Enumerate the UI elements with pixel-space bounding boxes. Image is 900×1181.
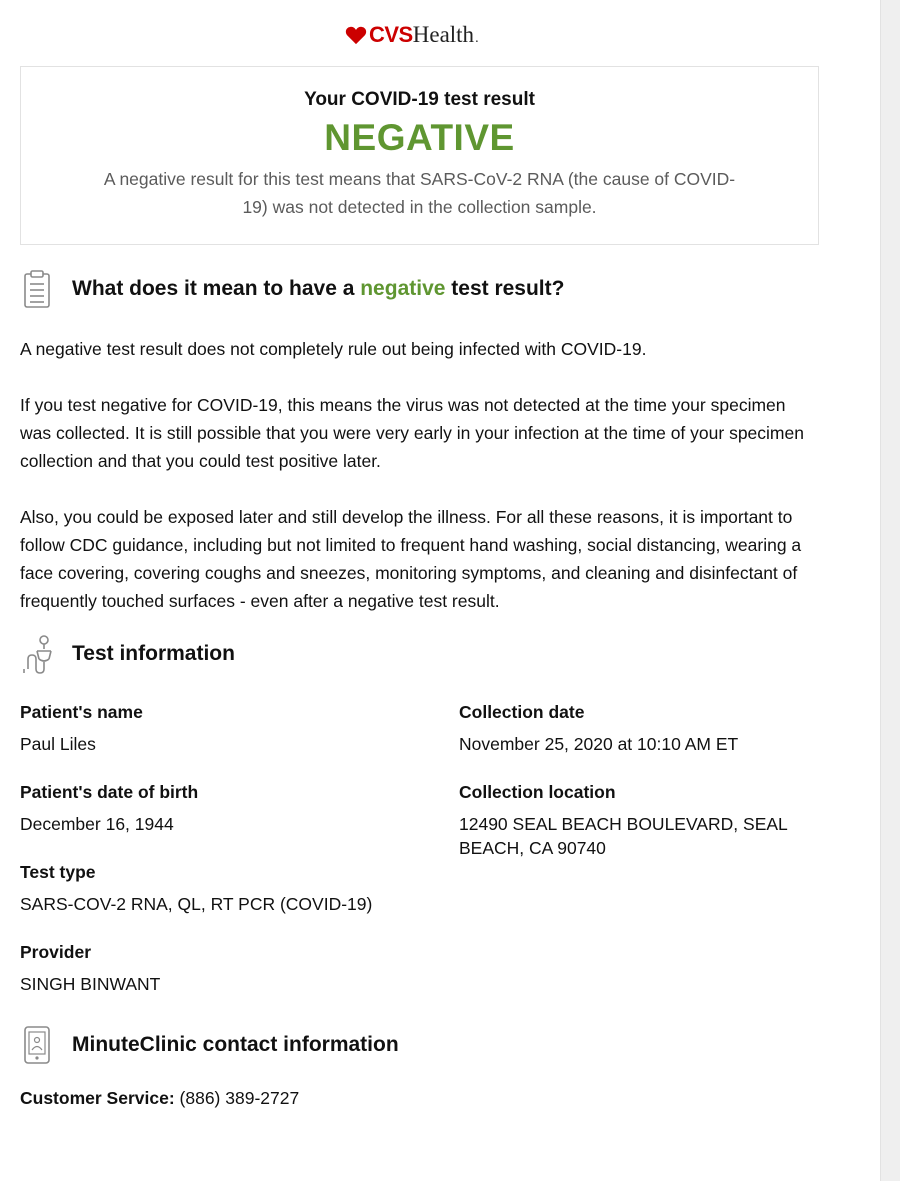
- meaning-title-after: test result?: [445, 277, 565, 300]
- cvs-health-logo: [345, 20, 505, 50]
- collection-location-label: Collection location: [459, 782, 616, 802]
- collection-date-field: [459, 701, 839, 756]
- customer-service-line: [20, 1088, 299, 1109]
- contact-section-header: [20, 1024, 399, 1066]
- clipboard-icon: [20, 268, 54, 310]
- stethoscope-icon: [20, 633, 54, 675]
- result-card: [20, 66, 819, 245]
- heart-icon: [345, 25, 367, 45]
- test-info-section-header: [20, 633, 235, 675]
- customer-service-phone[interactable]: (886) 389-2727: [179, 1088, 300, 1108]
- logo-cvs-text: CVS: [369, 22, 413, 47]
- patient-name-label: Patient's name: [20, 702, 143, 722]
- scrollbar[interactable]: [880, 0, 900, 1181]
- provider-label: Provider: [20, 942, 91, 962]
- meaning-paragraph-1: A negative test result does not completely rule out being infected with COVID-19.: [20, 339, 647, 359]
- meaning-paragraph-2: If you test negative for COVID-19, this means the virus was not detected at the time your specimen was collected. It is still possible that you were very early in your infection at the time of your specimen collection and that you could test positive later.: [20, 395, 804, 471]
- customer-service-label: Customer Service:: [20, 1088, 175, 1108]
- provider-value: SINGH BINWANT: [20, 974, 161, 994]
- patient-name-value: Paul Liles: [20, 734, 96, 754]
- logo-health-text: Health: [412, 22, 475, 47]
- dob-value: December 16, 1944: [20, 814, 174, 834]
- meaning-title-highlight: negative: [360, 277, 446, 300]
- collection-location-field: [459, 781, 829, 860]
- phone-icon: [20, 1024, 54, 1066]
- result-description: A negative result for this test means that SARS-CoV-2 RNA (the cause of COVID-19) was not detected in the collection sample.: [103, 169, 736, 217]
- meaning-section-title: [72, 277, 564, 301]
- dob-label: Patient's date of birth: [20, 782, 199, 802]
- collection-date-label: Collection date: [459, 702, 585, 722]
- test-type-field: [20, 861, 400, 916]
- collection-date-value: November 25, 2020 at 10:10 AM ET: [459, 734, 739, 754]
- result-heading: Your COVID-19 test result: [304, 89, 535, 110]
- meaning-paragraph-3: Also, you could be exposed later and still develop the illness. For all these reasons, it is important to follow CDC guidance, including but not limited to frequent hand washing, social distancing, wearing a face covering, covering coughs and sneezes, monitoring symptoms, and cleaning and disinfectant of frequently touched surfaces - even after a negative test result.: [20, 507, 802, 611]
- test-info-title: Test information: [72, 642, 235, 665]
- contact-title: MinuteClinic contact information: [72, 1033, 399, 1056]
- test-type-value: SARS-COV-2 RNA, QL, RT PCR (COVID-19): [20, 894, 373, 914]
- logo-dot: .: [475, 31, 479, 46]
- meaning-title-before: What does it mean to have a: [72, 277, 361, 300]
- result-value: NEGATIVE: [324, 117, 515, 158]
- dob-field: [20, 781, 400, 836]
- meaning-section-header: [20, 268, 564, 310]
- patient-name-field: [20, 701, 400, 756]
- provider-field: [20, 941, 400, 996]
- test-type-label: Test type: [20, 862, 96, 882]
- collection-location-value: 12490 SEAL BEACH BOULEVARD, SEAL BEACH, CA 90740: [459, 814, 788, 858]
